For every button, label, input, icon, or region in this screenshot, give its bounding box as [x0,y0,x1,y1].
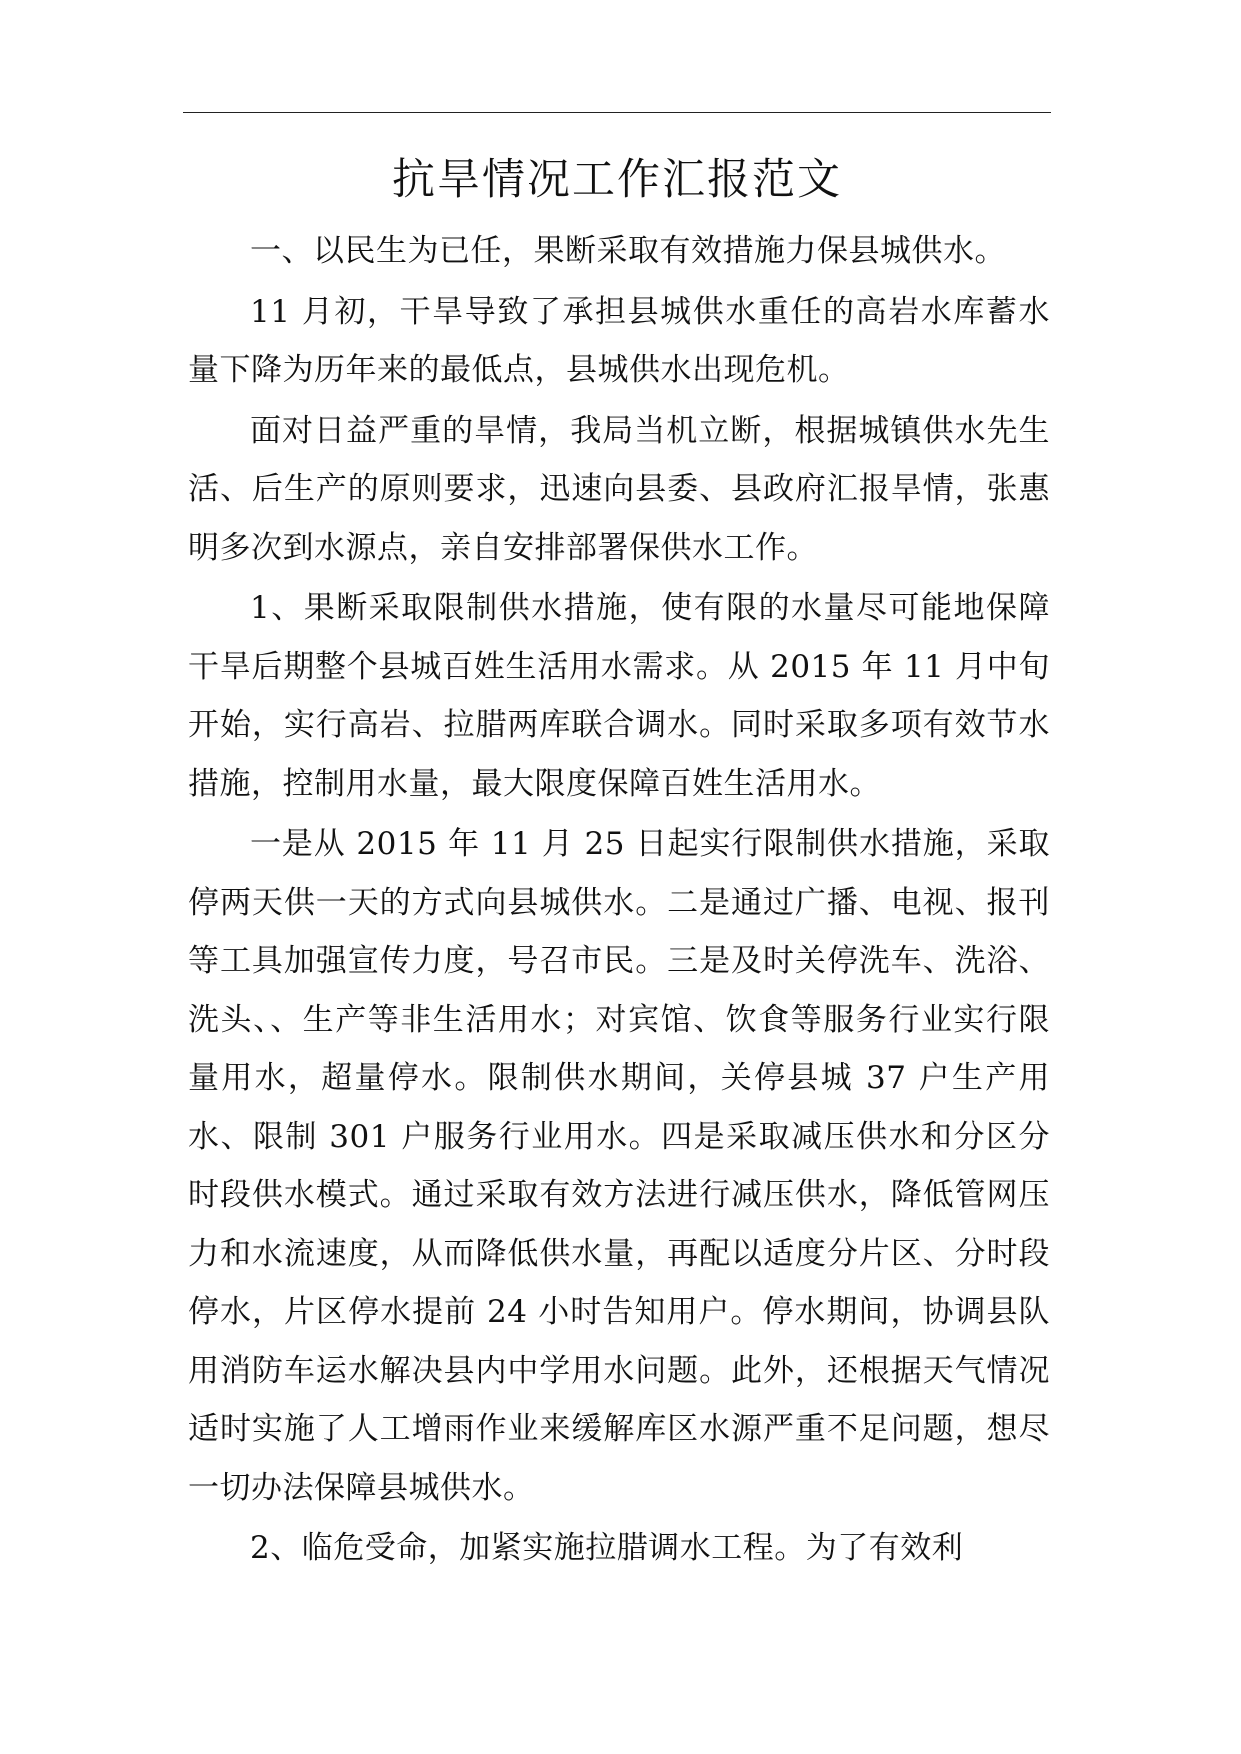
header-rule [183,112,1051,113]
paragraph-5: 2、临危受命，加紧实施拉腊调水工程。为了有效利 [250,1530,964,1566]
paragraph-3: 1、果断采取限制供水措施，使有限的水量尽可能地保障干旱后期整个县城百姓生活用水需求。从 2015 年 11 月中旬开始，实行高岩、拉腊两库联合调水。同时采取多项有效节水措施，控制用水量，最大限度保障百姓生活用水。 [188,590,1050,802]
document-title: 抗旱情况工作汇报范文 [392,155,842,205]
paragraph-4: 一是从 2015 年 11 月 25 日起实行限制供水措施，采取停两天供一天的方式向县城供水。二是通过广播、电视、报刊等工具加强宣传力度，号召市民。三是及时关停洗车、洗浴、洗头、、生产等非生活用水；对宾馆、饮食等服务行业实行限量用水，超量停水。限制供水期间，关停县城 37 户生产用水、限制 301 户服务行业用水。四是采取减压供水和分区分时段供水模式。通过采取有效方法进行减压供水，降低管网压力和水流速度，从而降低供水量，再配以适度分片区、分时段停水，片区停水提前 24 小时告知用户。停水期间，协调县队用消防车运水解决县内中学用水问题。此外，还根据天气情况适时实施了人工增雨作业来缓解库区水源严重不足问题，想尽一切办法保障县城供水。 [188,826,1050,1506]
paragraph-1: 11 月初，干旱导致了承担县城供水重任的高岩水库蓄水量下降为历年来的最低点，县城供水出现危机。 [188,293,1050,388]
document-body [188,222,1050,1578]
paragraph-2: 面对日益严重的旱情，我局当机立断，根据城镇供水先生活、后生产的原则要求，迅速向县委、县政府汇报旱情，张惠明多次到水源点，亲自安排部署保供水工作。 [188,412,1050,566]
section-heading: 一、以民生为已任，果断采取有效措施力保县城供水。 [250,233,1006,269]
